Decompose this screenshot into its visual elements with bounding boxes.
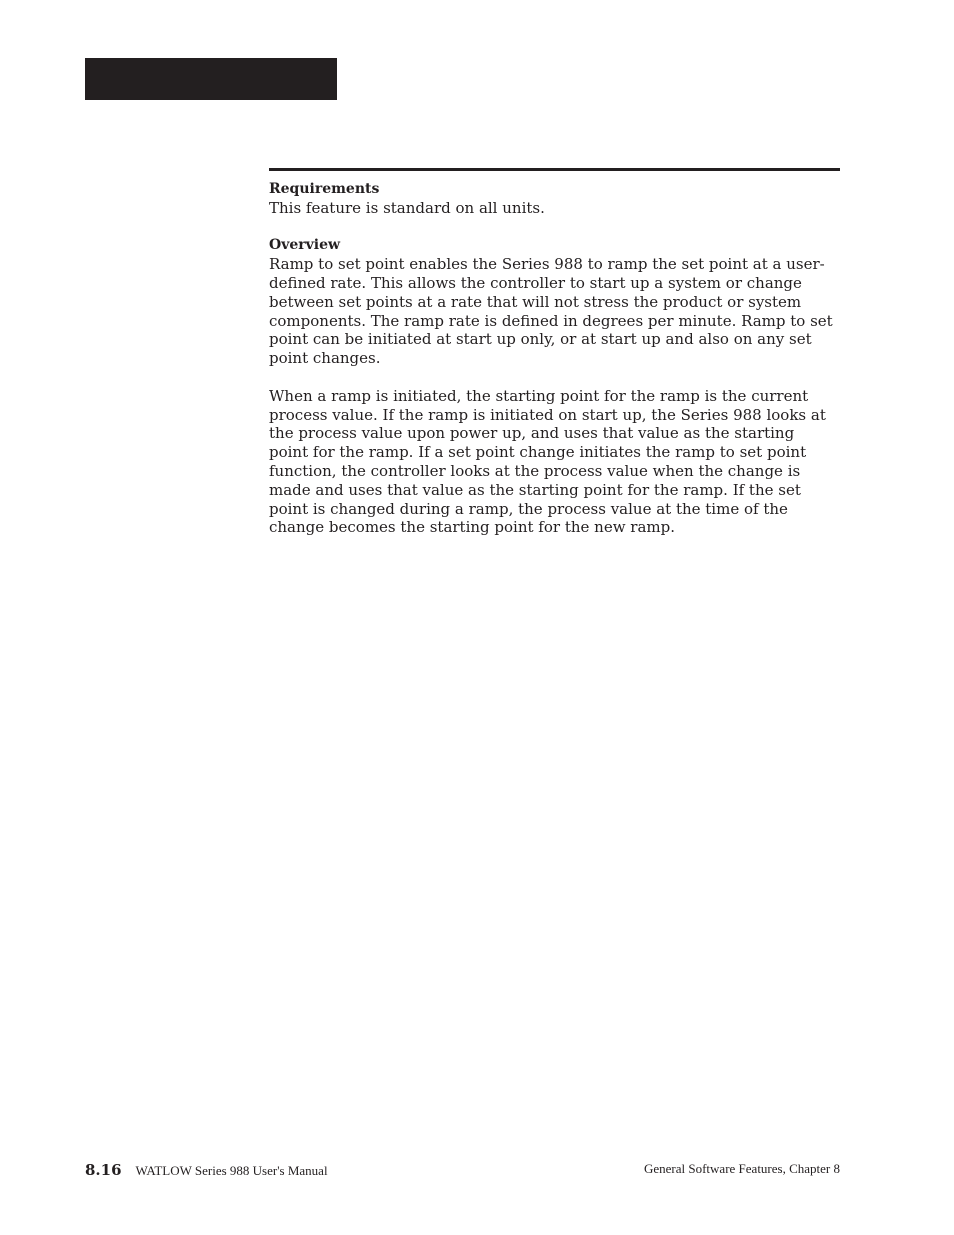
overview-heading: Overview [269, 237, 341, 254]
text-line: defined rate. This allows the controller to start up a system or change [269, 273, 802, 292]
text-line: point can be initiated at start up only, or at start up and also on any set [269, 330, 812, 349]
text-line: made and uses that value as the starting point for the ramp. If the set [269, 480, 801, 499]
section-rule [269, 168, 840, 171]
text-line: When a ramp is initiated, the starting point for the ramp is the current [269, 386, 809, 405]
header-bar [85, 58, 337, 100]
text-line: function, the controller looks at the process value when the change is [269, 461, 801, 480]
requirements-heading: Requirements [269, 181, 380, 197]
manual-title: WATLOW Series 988 User's Manual [135, 1163, 328, 1178]
overview-paragraph-2 [269, 387, 844, 537]
text-line: between set points at a rate that will not stress the product or system [269, 292, 802, 311]
spacer [269, 218, 844, 237]
chapter-label: General Software Features, Chapter 8 [643, 1161, 840, 1176]
text-line: components. The ramp rate is defined in degrees per minute. Ramp to set [269, 311, 833, 330]
footer-left [85, 1160, 328, 1179]
text-line: process value. If the ramp is initiated on start up, the Series 988 looks at [269, 405, 826, 424]
text-line: point changes. [269, 349, 381, 368]
text-line: the process value upon power up, and uses that value as the starting [269, 424, 795, 443]
requirements-text: This feature is standard on all units. [269, 198, 545, 217]
overview-paragraph-1 [269, 255, 844, 368]
spacer [269, 368, 844, 387]
text-line: point is changed during a ramp, the process value at the time of the [269, 499, 788, 518]
text-line: change becomes the starting point for the new ramp. [269, 518, 676, 537]
text-line: point for the ramp. If a set point change initiates the ramp to set point [269, 443, 807, 462]
page-number: 8.16 [85, 1161, 122, 1179]
main-content [269, 180, 844, 537]
text-line: Ramp to set point enables the Series 988 to ramp the set point at a user- [269, 255, 825, 274]
